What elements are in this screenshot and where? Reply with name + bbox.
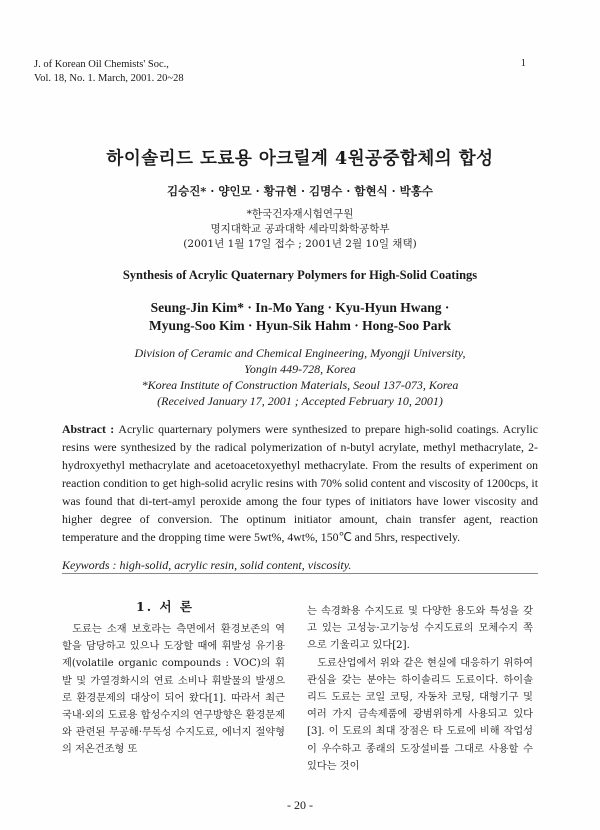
english-affiliation-line: Yongin 449-728, Korea	[244, 362, 356, 376]
abstract-text: Acrylic quarternary polymers were synthesized to prepare high-solid coatings. Acrylic resins were synthesized by the radical polymerization of n-butyl acrylate, methyl methacrylate, 2-hydroxyethyl methacrylate and acetoacetoxyethyl methacrylate. From the results of experiment on reaction condition to get high-solid acrylic resins with 70% solid content and viscosity of 1200cps, it was found that di-tert-amyl peroxide among the four types of initiators have lower viscosity and higher degree of conversion. The optinum initiator amount, chain transfer agent, reaction temperature and the dropping time were 5wt%, 4wt%, 150℃ and 5hrs, respectively.	[62, 422, 539, 544]
abstract: Abstract : Acrylic quarternary polymers were synthesized to prepare high-solid coatings. Acrylic resins were synthesized by the radical polymerization of n-butyl acrylate, methyl methacrylate, 2-hydroxyethyl methacrylate and acetoacetoxyethyl methacrylate. From the results of experiment on reaction condition to get high-solid acrylic resins with 70% solid content and viscosity of 1200cps, it was found that di-tert-amyl peroxide among the four types of initiators have lower viscosity and higher degree of conversion. The optinum initiator amount, chain transfer agent, reaction temperature and the dropping time were 5wt%, 4wt%, 150℃ and 5hrs, respectively.	[62, 422, 539, 544]
column-right	[307, 603, 533, 775]
keywords	[62, 558, 538, 574]
english-affiliation-line: *Korea Institute of Construction Materials, Seoul 137-073, Korea	[141, 378, 459, 392]
column-left	[62, 621, 285, 759]
header-page-number: 1	[520, 58, 526, 69]
journal-name: J. of Korean Oil Chemists' Soc.,	[34, 59, 169, 70]
journal-header	[34, 58, 184, 86]
korean-affiliation-line: *한국건자재시험연구원	[246, 208, 354, 220]
keywords-text: Keywords : high-solid, acrylic resin, solid content, viscosity.	[62, 558, 352, 572]
korean-affiliation	[0, 207, 600, 252]
english-affiliation-line: Division of Ceramic and Chemical Engineering, Myongji University,	[134, 346, 466, 360]
body-paragraph: 도료산업에서 위와 같은 현실에 대응하기 위하여 관심을 갖는 분야는 하이솔리드 도료이다. 하이솔리드 도료는 코일 코팅, 자동차 코팅, 대형기구 및 여러 가지 금속제품에 광범위하게 사용되고 있다[3]. 이 도료의 최대 장점은 타 도료에 비해 작업성이 우수하고 종래의 도장설비를 그대로 사용할 수 있다는 것이	[307, 657, 533, 772]
english-title: Synthesis of Acrylic Quaternary Polymers for High-Solid Coatings	[122, 268, 478, 282]
english-affiliation	[0, 345, 600, 409]
body-paragraph: 는 속경화용 수지도료 및 다양한 용도와 특성을 갖고 있는 고성능·고기능성 수지도료의 모체수지 쪽으로 기울리고 있다[2].	[307, 606, 533, 652]
korean-authors: 김승진* · 양인모 · 황규현 · 김명수 · 함현식 · 박홍수	[166, 184, 434, 198]
keywords-divider	[62, 573, 538, 574]
abstract-label: Abstract	[62, 422, 106, 436]
body-paragraph: 도료는 소재 보호라는 측면에서 환경보존의 역할을 담당하고 있으나 도장할 때에 휘발성 유기용제(volatile organic compounds : VOC)의 휘발 및 가열경화시의 연료 소비나 휘발물의 발생으로 환경문제의 대상이 되어 왔다[1]. 따라서 최근 국내·외의 도료용 합성수지의 연구방향은 환경문제와 관련된 무공해·무독성 수지도료, 에너지 절약형의 저온건조형 또	[62, 624, 285, 756]
journal-volume: Vol. 18, No. 1. March, 2001. 20~28	[34, 73, 184, 84]
english-authors	[0, 299, 600, 335]
korean-affiliation-line: 명지대학교 공과대학 세라믹화학공학부	[210, 223, 390, 235]
english-authors-line: Seung-Jin Kim* · In-Mo Yang · Kyu-Hyun Hwang ·	[150, 300, 450, 315]
english-dates: (Received January 17, 2001 ; Accepted February 10, 2001)	[157, 394, 443, 408]
korean-title: 하이솔리드 도료용 아크릴계 4원공중합체의 합성	[106, 149, 494, 169]
page-footer-number: - 20 -	[287, 798, 313, 812]
korean-dates: (2001년 1월 17일 접수 ; 2001년 2월 10일 채택)	[183, 238, 417, 250]
section-heading: 1. 서 론	[136, 599, 194, 614]
english-authors-line: Myung-Soo Kim · Hyun-Sik Hahm · Hong-Soo Park	[149, 318, 451, 333]
